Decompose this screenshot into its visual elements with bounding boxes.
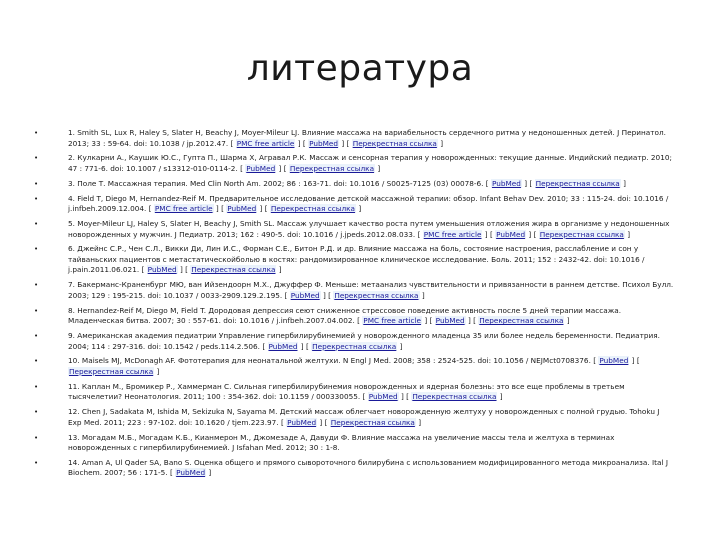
pubmed-link[interactable]: PubMed [435,316,465,326]
pubmed-link[interactable]: PubMed [496,229,526,239]
pubmed-link[interactable]: PubMed [287,417,317,427]
reference-item: • 6. Джейнс С.Р., Чен С.Л., Викки Ди, Лин И.С., Форман С.Е., Битон Р.Д. и др. Влияние массажа на боль, состояние настроения, расслабление и сон у тайваньских пациентов с метастатическойболью в костях: рандомизированное клиническое исследование. Боль. 2011; 152 : 2432-42. doi: 10.1016 / j.pain.2011.06.021. [ PubMed ] [ Перекрестная ссылка ] [34,244,645,275]
crossref-link[interactable]: Перекрестная ссылка [312,341,397,351]
bullet-icon: • [34,306,39,315]
crossref-link[interactable]: Перекрестная ссылка [191,265,276,275]
reference-item: • 14. Aman A, Ul Qader SA, Bano S. Оценка общего и прямого сывороточного билирубина с использованием модифицированного метода микроанализа. Ital J Biochem. 2007; 56 : 171-5. [ PubMed ] [34,457,668,478]
reference-text: 7. Бакерманс-Краненбург МЮ, ван Ийзендоорн М.Х., Джуффер Ф. Меньше: метаанализ чувствительности и привязанности в раннем детстве. Психол Булл. 2003; 129 : 195-215. doi: 10.1037 / 0033-2909.129.2.195. [ [68,280,674,300]
pubmed-link[interactable]: PubMed [309,138,339,148]
reference-item: • 10. Maisels MJ, McDonagh AF. Фототерапия для неонатальной желтухи. N Engl J Med. 2008; 358 : 2524-525. doi: 10.1056 / NEJMct0708376. [ PubMed ] [ Перекрестная ссылка ] [34,356,640,376]
pmc-free-article-link[interactable]: PMC free article [423,229,482,239]
reference-item: • 1. Smith SL, Lux R, Haley S, Slater H, Beachy J, Moyer-Mileur LJ. Влияние массажа на вариабельность сердечного ритма у недоношенных детей. J Перинатол. 2013; 33 : 59-64. doi: 10.1038 / jp.2012.47. [ PMC free article ] [ PubMed ] [ Перекрестная ссылка ] [34,128,666,148]
bullet-icon: • [34,194,39,203]
bullet-icon: • [34,154,39,163]
bullet-icon: • [34,332,39,340]
reference-item: • 3. Поле Т. Массажная терапия. Med Clin North Am. 2002; 86 : 163-71. doi: 10.1016 / S0025-7125 (03) 00078-6. [ PubMed ] [ Перекрестная ссылка ] [34,178,626,188]
bullet-icon: • [34,179,39,188]
reference-item: • 4. Field T, Diego M, Hernandez-Reif M. Предварительное исследование детской массажной терапии: обзор. Infant Behav Dev. 2010; 33 : 115-24. doi: 10.1016 / j.infbeh.2009.12.004. [ PMC free article ] [ PubMed ] [ Перекрестная ссылка ] [34,193,669,214]
pubmed-link[interactable]: PubMed [227,204,257,214]
reference-text: 13. Могадам М.Б., Могадам К.Б., Кианмерон М., Джомезаде А, Давуди Ф. Влияние массажа на увеличение массы тела и желтуха в терминах новорожденных с гипербилирубинемией. J Isfahan Med. 2012; 30 : 1-8. [68,432,615,453]
crossref-link[interactable]: Перекрестная ссылка [270,204,356,214]
reference-text: 10. Maisels MJ, McDonagh AF. Фототерапия для неонатальной желтухи. N Engl J Med. 2008; 358 : 2524-525. doi: 10.1056 / NEJMct0708376. [ [68,356,597,366]
pubmed-link[interactable]: PubMed [368,392,398,402]
pmc-free-article-link[interactable]: PMC free article [154,204,213,214]
crossref-link[interactable]: Перекрестная ссылка [539,229,624,239]
crossref-link[interactable]: Перекрестная ссылка [412,392,497,402]
reference-item: • 11. Каплан М., Бромикер Р., Хаммерман С. Сильная гипербилирубинемия новорожденных и ядерная болезнь: это все еще проблемы в третьем тысячелетии? Неонатология. 2011; 100 : 354-362. doi: 10.1159 / 000330055. [ PubMed ] [ Перекрестная ссылка ] [34,381,625,402]
reference-text: 9. Американская академия педиатрии Управление гипербилирубинемией у новорожденного младенца 35 или более недель беременности. Педиатрия. 2004; 114 : 297-316. doi: 10.1542 / peds.114.2.506. [ [68,331,660,351]
pubmed-link[interactable]: PubMed [268,341,298,351]
reference-text: 11. Каплан М., Бромикер Р., Хаммерман С. Сильная гипербилирубинемия новорожденных и ядерная болезнь: это все еще проблемы в третьем тысячелетии? Неонатология. 2011; 100 : 354-362. doi: 10.1159 / 000330055. [ [68,381,625,402]
reference-item: • 9. Американская академия педиатрии Управление гипербилирубинемией у новорожденного младенца 35 или более недель беременности. Педиатрия. 2004; 114 : 297-316. doi: 10.1542 / peds.114.2.506. [ PubMed ] [ Перекрестная ссылка ] [34,331,660,351]
pmc-free-article-link[interactable]: PMC free article [363,316,422,326]
reference-item: • 2. Кулкарни А., Каушик Ю.С., Гупта П., Шарма Х, Агравал Р.К. Массаж и сенсорная терапия у новорожденных: текущие данные. Индийский педиатр. 2010; 47 : 771-6. doi: 10.1007 / s13312-010-0114-2. [ PubMed ] [ Перекрестная ссылка ] [34,153,672,173]
pubmed-link[interactable]: PubMed [147,265,177,275]
pubmed-link[interactable]: PubMed [491,178,521,188]
crossref-link[interactable]: Перекрестная ссылка [535,178,620,188]
crossref-link[interactable]: Перекрестная ссылка [330,417,415,427]
bullet-icon: • [34,129,39,137]
bullet-icon: • [34,219,39,228]
bullet-icon: • [34,433,39,442]
crossref-link[interactable]: Перекрестная ссылка [334,290,419,300]
crossref-link[interactable]: Перекрестная ссылка [69,366,154,376]
reference-text: 6. Джейнс С.Р., Чен С.Л., Викки Ди, Лин И.С., Форман С.Е., Битон Р.Д. и др. Влияние массажа на боль, состояние настроения, расслабление и сон у тайваньских пациентов с метастатическойболью в костях: рандомизированное клиническое исследование. Боль. 2011; 152 : 2432-42. doi: 10.1016 / j.pain.2011.06.021. [ [68,244,645,275]
bullet-icon: • [34,382,39,391]
reference-item: • 12. Chen J, Sadakata M, Ishida M, Sekizuka N, Sayama M. Детский массаж облегчает новорожденную желтуху у новорожденных с полной грудью. Tohoku J Exp Med. 2011; 223 : 97-102. doi: 10.1620 / tjem.223.97. [ PubMed ] [ Перекрестная ссылка ] [34,407,660,427]
pubmed-link[interactable]: PubMed [176,468,206,478]
reference-item: • 5. Moyer-Mileur LJ, Haley S, Slater H, Beachy J, Smith SL. Массаж улучшает качество роста путем уменьшения отложения жира в организме у недоношенных новорожденных у мужчин. J Педиатр. 2013; 162 : 490-5. doi: 10.1016 / j.jpeds.2012.08.033. [ PMC free article ] [ PubMed ] [ Перекрестная ссылка ] [34,218,670,239]
pubmed-link[interactable]: PubMed [246,163,276,173]
reference-text: 14. Aman A, Ul Qader SA, Bano S. Оценка общего и прямого сывороточного билирубина с использованием модифицированного метода микроанализа. Ital J Biochem. 2007; 56 : 171-5. [ [68,457,668,478]
pubmed-link[interactable]: PubMed [599,356,629,366]
reference-item [34,433,674,454]
pmc-free-article-link[interactable]: PMC free article [236,138,295,148]
reference-list [34,128,674,483]
reference-text: 12. Chen J, Sadakata M, Ishida M, Sekizuka N, Sayama M. Детский массаж облегчает новорожденную желтуху у новорожденных с полной грудью. Tohoku J Exp Med. 2011; 223 : 97-102. doi: 10.1620 / tjem.223.97. [ [68,407,660,427]
slide-title: литература [246,48,474,89]
reference-text: 2. Кулкарни А., Каушик Ю.С., Гупта П., Шарма Х, Агравал Р.К. Массаж и сенсорная терапия у новорожденных: текущие данные. Индийский педиатр. 2010; 47 : 771-6. doi: 10.1007 / s13312-010-0114-2. [ [68,153,672,173]
bullet-icon: • [34,357,39,366]
reference-text: 1. Smith SL, Lux R, Haley S, Slater H, Beachy J, Moyer-Mileur LJ. Влияние массажа на вариабельность сердечного ритма у недоношенных детей. J Перинатол. 2013; 33 : 59-64. doi: 10.1038 / jp.2012.47. [ [68,128,666,148]
reference-text: 4. Field T, Diego M, Hernandez-Reif M. Предварительное исследование детской массажной терапии: обзор. Infant Behav Dev. 2010; 33 : 115-24. doi: 10.1016 / j.infbeh.2009.12.004. [ [68,193,669,214]
reference-text: 5. Moyer-Mileur LJ, Haley S, Slater H, Beachy J, Smith SL. Массаж улучшает качество роста путем уменьшения отложения жира в организме у недоношенных новорожденных у мужчин. J Педиатр. 2013; 162 : 490-5. doi: 10.1016 / j.jpeds.2012.08.033. [ [68,218,670,239]
reference-text: 8. Hernandez-Reif M, Diego M, Field T. Дородовая депрессия сеют сниженное стрессовое поведение активность после 5 дней терапии массажа. Младенческая битва. 2007; 30 : 557-61. doi: 10.1016 / j.infbeh.2007.04.002. [ [68,305,622,326]
bullet-icon: • [34,281,39,290]
reference-item: • 8. Hernandez-Reif M, Diego M, Field T. Дородовая депрессия сеют сниженное стрессовое поведение активность после 5 дней терапии массажа. Младенческая битва. 2007; 30 : 557-61. doi: 10.1016 / j.infbeh.2007.04.002. [ PMC free article ] [ PubMed ] [ Перекрестная ссылка ] [34,305,622,326]
bullet-icon: • [34,245,39,254]
reference-item: • 7. Бакерманс-Краненбург МЮ, ван Ийзендоорн М.Х., Джуффер Ф. Меньше: метаанализ чувствительности и привязанности в раннем детстве. Психол Булл. 2003; 129 : 195-215. doi: 10.1037 / 0033-2909.129.2.195. [ PubMed ] [ Перекрестная ссылка ] [34,280,674,300]
reference-text: 3. Поле Т. Массажная терапия. Med Clin North Am. 2002; 86 : 163-71. doi: 10.1016 / S0025-7125 (03) 00078-6. [ [68,178,489,188]
pubmed-link[interactable]: PubMed [290,290,320,300]
bullet-icon: • [34,458,39,467]
bullet-icon: • [34,408,39,417]
crossref-link[interactable]: Перекрестная ссылка [289,163,375,173]
crossref-link[interactable]: Перекрестная ссылка [352,138,437,148]
crossref-link[interactable]: Перекрестная ссылка [479,316,564,326]
